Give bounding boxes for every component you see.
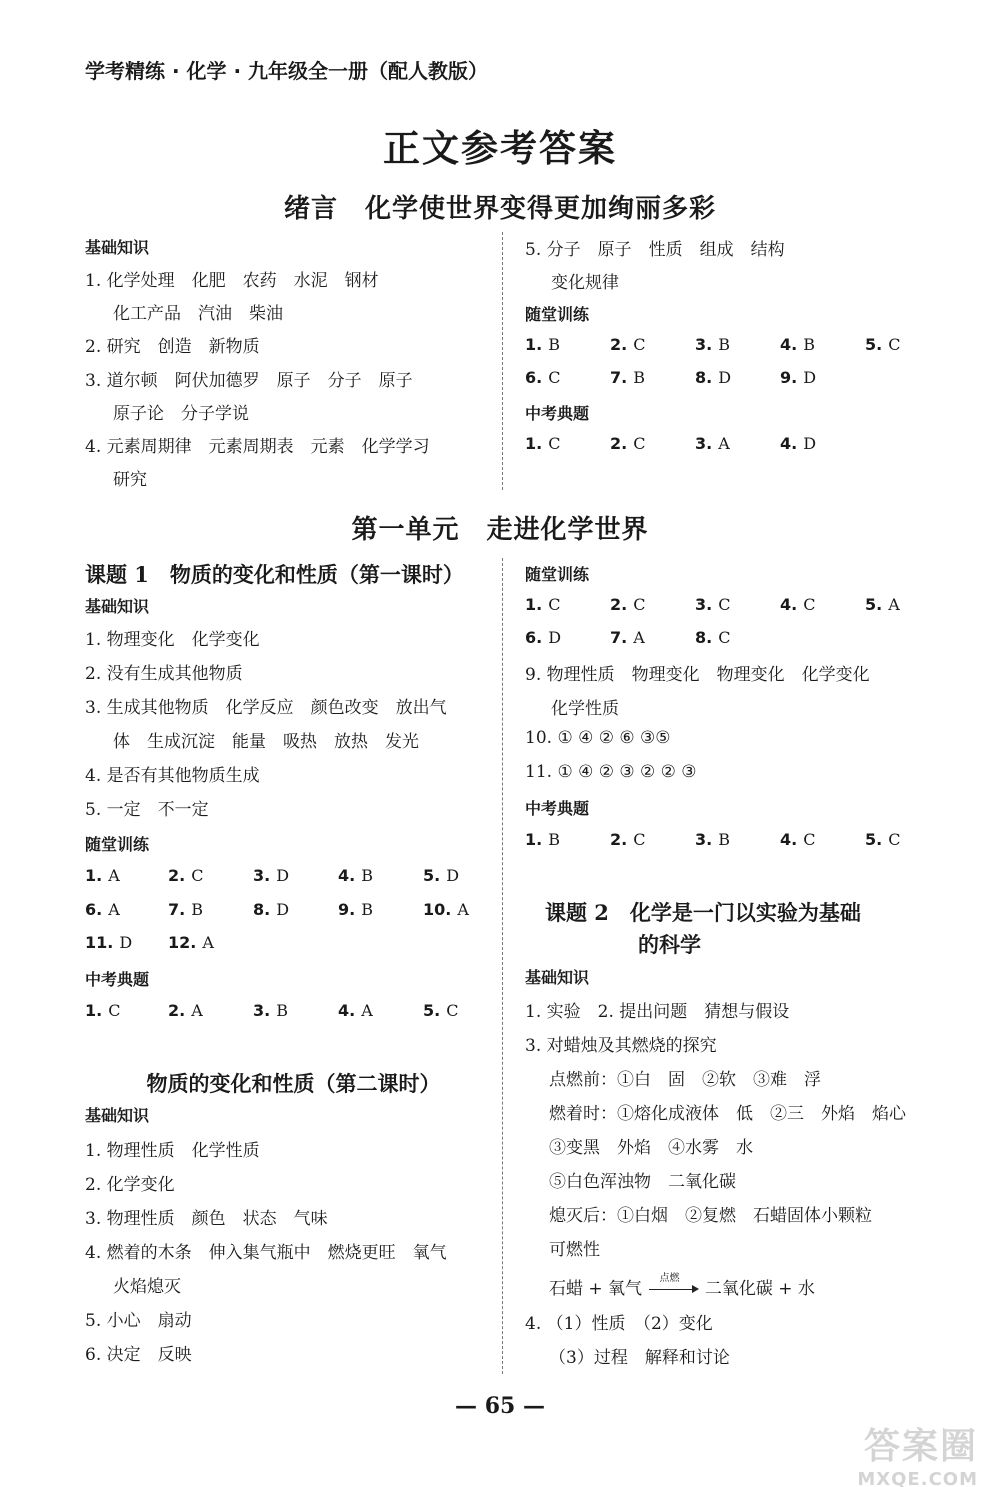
topic2-answer-3-during-2: ③变黑 外焰 ④水雾 水 bbox=[549, 1138, 753, 1158]
topic2-answer-4-cont: （3）过程 解释和讨论 bbox=[549, 1348, 730, 1368]
preface-exam-2: 2. C bbox=[610, 434, 646, 453]
page-number: — 65 — bbox=[455, 1393, 545, 1419]
topic1-answer-3: 3. 生成其他物质 化学反应 颜色改变 放出气 bbox=[85, 698, 447, 718]
topic1-mc-5: 5. D bbox=[423, 866, 460, 885]
preface-answer-5-cont: 变化规律 bbox=[551, 273, 619, 293]
topic1-exam-1: 1. C bbox=[85, 1001, 121, 1020]
topic1b-answer-4: 4. 燃着的木条 伸入集气瓶中 燃烧更旺 氧气 bbox=[85, 1243, 447, 1263]
right-mc-4: 4. C bbox=[780, 595, 816, 614]
preface-exam-1: 1. C bbox=[525, 434, 561, 453]
topic1-answer-5: 5. 一定 不一定 bbox=[85, 800, 209, 820]
topic1-mc-4: 4. B bbox=[338, 866, 373, 885]
preface-exam-3: 3. A bbox=[695, 434, 730, 453]
topic1-exam-3: 3. B bbox=[253, 1001, 288, 1020]
topic1b-answer-2: 2. 化学变化 bbox=[85, 1175, 175, 1195]
topic2-answer-3-during-3: ⑤白色浑浊物 二氧化碳 bbox=[549, 1172, 736, 1192]
topic1b-answer-4-cont: 火焰熄灭 bbox=[113, 1277, 181, 1297]
preface-mc-9: 9. D bbox=[780, 368, 817, 387]
right-answer-10: 10. ① ④ ② ⑥ ③⑤ bbox=[525, 728, 671, 748]
preface-answer-4-cont: 研究 bbox=[113, 470, 147, 490]
topic1b-answer-1: 1. 物理性质 化学性质 bbox=[85, 1141, 260, 1161]
right-answer-11: 11. ① ④ ② ③ ② ② ③ bbox=[525, 762, 697, 782]
topic1-answer-3-cont: 体 生成沉淀 能量 吸热 放热 发光 bbox=[113, 732, 419, 752]
right-mc-6: 6. D bbox=[525, 628, 562, 647]
topic1b-answer-3: 3. 物理性质 颜色 状态 气味 bbox=[85, 1209, 328, 1229]
topic2-answer-3: 3. 对蜡烛及其燃烧的探究 bbox=[525, 1036, 717, 1056]
preface-answer-5: 5. 分子 原子 性质 组成 结构 bbox=[525, 240, 785, 260]
topic2-answer-4: 4. （1）性质 （2）变化 bbox=[525, 1314, 713, 1334]
topic1-exam-5: 5. C bbox=[423, 1001, 459, 1020]
right-exam-5: 5. C bbox=[865, 830, 901, 849]
topic1-mc-1: 1. A bbox=[85, 866, 120, 885]
topic2-title: 课题 2 化学是一门以实验为基础 bbox=[545, 900, 861, 925]
preface-exam-4: 4. D bbox=[780, 434, 817, 453]
preface-mc-2: 2. C bbox=[610, 335, 646, 354]
topic1-exam-label: 中考典题 bbox=[85, 970, 150, 989]
topic1-mc-12: 12. A bbox=[168, 933, 214, 952]
unit1-title: 第一单元 走进化学世界 bbox=[351, 515, 649, 545]
right-exam-1: 1. B bbox=[525, 830, 560, 849]
preface-mc-1: 1. B bbox=[525, 335, 560, 354]
topic2-answer-3-after: 熄灭后：①白烟 ②复燃 石蜡固体小颗粒 bbox=[549, 1206, 872, 1226]
preface-mc-8: 8. D bbox=[695, 368, 732, 387]
topic2-basic-label: 基础知识 bbox=[525, 968, 590, 987]
preface-mc-4: 4. B bbox=[780, 335, 815, 354]
topic2-title-cont: 的科学 bbox=[638, 932, 701, 957]
right-mc-2: 2. C bbox=[610, 595, 646, 614]
preface-exam-label: 中考典题 bbox=[525, 404, 590, 423]
topic2-answer-3-after-2: 可燃性 bbox=[549, 1240, 600, 1260]
right-exam-2: 2. C bbox=[610, 830, 646, 849]
preface-answer-3: 3. 道尔顿 阿伏加德罗 原子 分子 原子 bbox=[85, 371, 413, 391]
preface-answer-2: 2. 研究 创造 新物质 bbox=[85, 337, 260, 357]
topic2-answer-1-2: 1. 实验 2. 提出问题 猜想与假设 bbox=[525, 1002, 790, 1022]
topic1-basic-label: 基础知识 bbox=[85, 597, 150, 616]
topic1-title: 课题 1 物质的变化和性质（第一课时） bbox=[85, 562, 464, 587]
preface-answer-4: 4. 元素周期律 元素周期表 元素 化学学习 bbox=[85, 437, 430, 457]
topic1-mc-7: 7. B bbox=[168, 900, 203, 919]
combustion-equation bbox=[549, 1274, 815, 1299]
preface-answer-1: 1. 化学处理 化肥 农药 水泥 钢材 bbox=[85, 271, 379, 291]
topic1-mc-2: 2. C bbox=[168, 866, 204, 885]
right-answer-9: 9. 物理性质 物理变化 物理变化 化学变化 bbox=[525, 665, 870, 685]
preface-answer-1-cont: 化工产品 汽油 柴油 bbox=[113, 304, 283, 324]
topic1-answer-1: 1. 物理变化 化学变化 bbox=[85, 630, 260, 650]
preface-answer-3-cont: 原子论 分子学说 bbox=[113, 404, 249, 424]
topic1-mc-9: 9. B bbox=[338, 900, 373, 919]
preface-mc-6: 6. C bbox=[525, 368, 561, 387]
book-header: 学考精练 · 化学 · 九年级全一册（配人教版） bbox=[85, 59, 489, 83]
right-exam-4: 4. C bbox=[780, 830, 816, 849]
topic1-mc-10: 10. A bbox=[423, 900, 469, 919]
topic2-answer-3-during: 燃着时：①熔化成液体 低 ②三 外焰 焰心 bbox=[549, 1104, 906, 1124]
topic1-exam-4: 4. A bbox=[338, 1001, 373, 1020]
preface-mc-5: 5. C bbox=[865, 335, 901, 354]
preface-title: 绪言 化学使世界变得更加绚丽多彩 bbox=[283, 194, 716, 224]
topic1b-title: 物质的变化和性质（第二课时） bbox=[146, 1071, 441, 1096]
reaction-condition: 点燃 bbox=[659, 1272, 680, 1284]
right-mc-1: 1. C bbox=[525, 595, 561, 614]
column-divider bbox=[502, 232, 503, 490]
topic1-practice-label: 随堂训练 bbox=[85, 835, 150, 854]
right-mc-8: 8. C bbox=[695, 628, 731, 647]
equation-products: 二氧化碳 + 水 bbox=[704, 1279, 815, 1299]
column-divider-unit1 bbox=[502, 558, 503, 1374]
right-mc-7: 7. A bbox=[610, 628, 645, 647]
right-mc-5: 5. A bbox=[865, 595, 900, 614]
right-exam-3: 3. B bbox=[695, 830, 730, 849]
right-answer-9-cont: 化学性质 bbox=[551, 699, 619, 719]
page-title: 正文参考答案 bbox=[383, 126, 617, 170]
right-mc-3: 3. C bbox=[695, 595, 731, 614]
right-exam-label: 中考典题 bbox=[525, 799, 590, 818]
topic1b-answer-5: 5. 小心 扇动 bbox=[85, 1311, 192, 1331]
preface-mc-7: 7. B bbox=[610, 368, 645, 387]
topic1-right-practice-label: 随堂训练 bbox=[525, 565, 590, 584]
preface-basic-label: 基础知识 bbox=[85, 238, 150, 257]
topic1-answer-4: 4. 是否有其他物质生成 bbox=[85, 766, 260, 786]
topic1b-answer-6: 6. 决定 反映 bbox=[85, 1345, 192, 1365]
topic1b-basic-label: 基础知识 bbox=[85, 1106, 150, 1125]
topic1-exam-2: 2. A bbox=[168, 1001, 203, 1020]
topic1-mc-3: 3. D bbox=[253, 866, 290, 885]
topic1-answer-2: 2. 没有生成其他物质 bbox=[85, 664, 243, 684]
topic1-mc-6: 6. A bbox=[85, 900, 120, 919]
equation-reactants: 石蜡 + 氧气 bbox=[549, 1279, 643, 1299]
topic1-mc-8: 8. D bbox=[253, 900, 290, 919]
reaction-arrow-icon bbox=[647, 1272, 699, 1299]
preface-practice-label: 随堂训练 bbox=[525, 305, 590, 324]
topic2-answer-3-before: 点燃前：①白 固 ②软 ③难 浮 bbox=[549, 1070, 821, 1090]
topic1-mc-11: 11. D bbox=[85, 933, 133, 952]
preface-mc-3: 3. B bbox=[695, 335, 730, 354]
watermark-logo: 答案圈 MXQE.COM bbox=[857, 1426, 978, 1487]
